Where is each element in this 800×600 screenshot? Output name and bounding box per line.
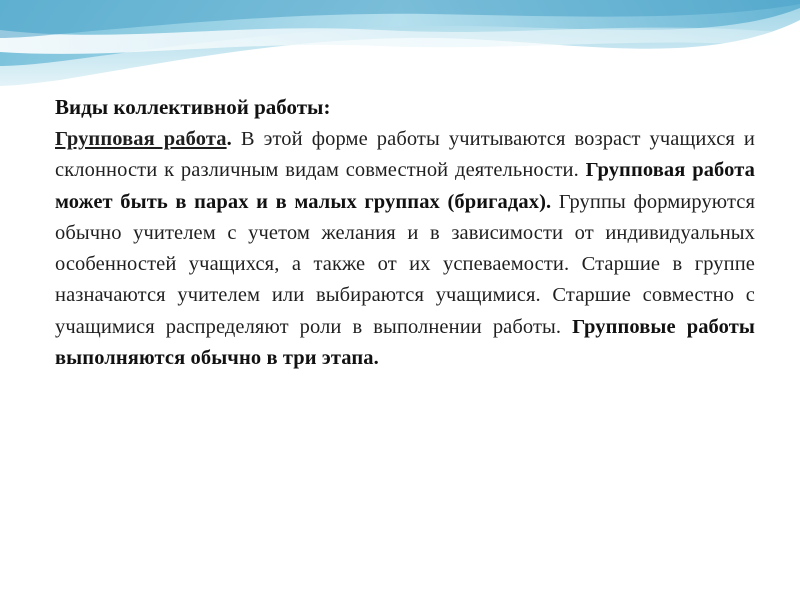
paragraph-text-1: В этой форме работы учитываются возраст учащихся и склонности к различным видам совместной деятельности. [55,128,755,182]
term-group-work: Групповая работа [55,128,227,150]
wave-decoration [0,0,800,100]
slide-body [55,92,755,374]
paragraph-text-2: Группы формируются обычно учителем с учетом желания и в зависимости от индивидуальных особенностей учащихся, а также от их успеваемости. Старшие в группе назначаются учителем или выбираются учащимися. Старшие совместно с учащимися распределяют роли в выполнении работы. [55,190,755,338]
term-suffix: . [226,128,232,150]
slide-paragraph [55,124,755,374]
paragraph-bold-2: Групповые работы выполняются обычно в три этапа. [55,315,755,370]
slide-title: Виды коллективной работы: [55,95,331,119]
paragraph-bold-1: Групповая работа может быть в парах и в малых группах (бригадах). [55,159,755,213]
